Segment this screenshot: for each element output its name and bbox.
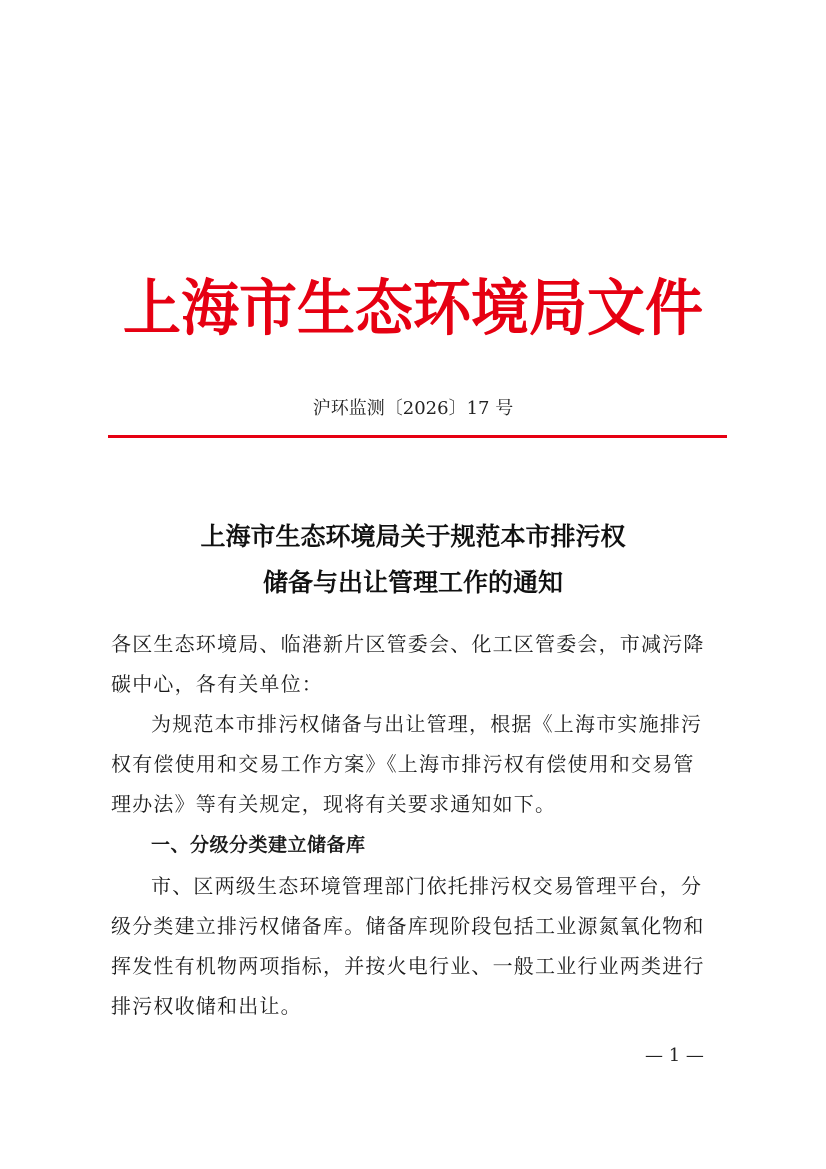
section-1-line-4: 排污权收储和出让。 bbox=[111, 994, 302, 1018]
section-1-paragraph bbox=[111, 866, 723, 1026]
red-divider-line bbox=[108, 435, 727, 438]
intro-line-2: 权有偿使用和交易工作方案》《上海市排污权有偿使用和交易管 bbox=[111, 752, 695, 776]
intro-line-3: 理办法》等有关规定，现将有关要求通知如下。 bbox=[111, 792, 557, 816]
section-1-heading: 一、分级分类建立储备库 bbox=[151, 834, 366, 856]
page-number: — 1 — bbox=[645, 1045, 704, 1066]
intro-line-1: 为规范本市排污权储备与出让管理，根据《上海市实施排污 bbox=[151, 712, 703, 736]
section-1-line-3: 挥发性有机物两项指标，并按火电行业、一般工业行业两类进行 bbox=[111, 954, 705, 978]
section-1-line-2: 级分类建立排污权储备库。储备库现阶段包括工业源氮氧化物和 bbox=[111, 914, 705, 938]
addressee-paragraph bbox=[111, 624, 723, 704]
section-1-heading-block bbox=[111, 825, 723, 865]
document-number: 沪环监测〔2026〕17 号 bbox=[312, 398, 514, 419]
notice-title bbox=[0, 514, 826, 606]
addressee-line-1: 各区生态环境局、临港新片区管委会、化工区管委会，市减污降 bbox=[111, 632, 705, 656]
section-1-line-1: 市、区两级生态环境管理部门依托排污权交易管理平台，分 bbox=[151, 874, 703, 898]
intro-paragraph bbox=[111, 704, 723, 824]
masthead-title: 上海市生态环境局文件 bbox=[122, 272, 703, 344]
notice-title-line-2: 储备与出让管理工作的通知 bbox=[262, 568, 563, 597]
notice-title-line-1: 上海市生态环境局关于规范本市排污权 bbox=[200, 522, 626, 551]
addressee-line-2: 碳中心，各有关单位： bbox=[111, 672, 323, 696]
